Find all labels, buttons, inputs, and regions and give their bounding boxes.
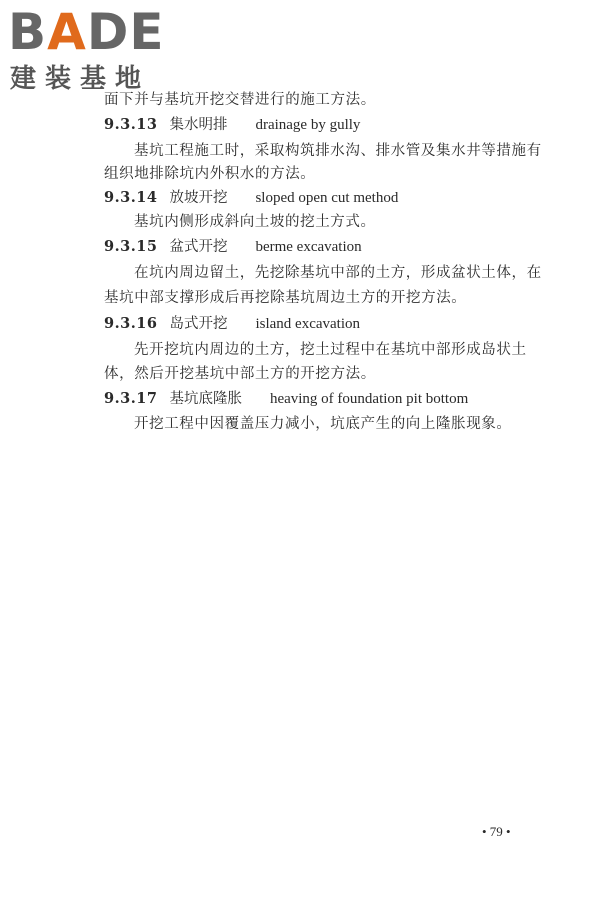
text-line: 先开挖坑内周边的土方，挖土过程中在基坑中部形成岛状土 — [134, 342, 527, 358]
term-english: sloped open cut method — [255, 190, 399, 206]
text-line: 基坑中部支撑形成后再挖除基坑周边土方的开挖方法。 — [104, 290, 467, 306]
text-line: 基坑内侧形成斜向土坡的挖土方式。 — [134, 214, 376, 230]
term-heading — [104, 237, 362, 257]
logo-wordmark: BADE — [8, 3, 165, 61]
term-chinese: 集水明排 — [169, 117, 228, 133]
term-heading — [104, 314, 360, 334]
term-chinese: 盆式开挖 — [169, 239, 228, 255]
text-line: 面下并与基坑开挖交替进行的施工方法。 — [104, 92, 376, 108]
term-english: island excavation — [255, 316, 360, 332]
logo-subtitle: 建装基地 — [10, 64, 151, 94]
term-chinese: 基坑底隆胀 — [169, 391, 242, 407]
bade-logo — [8, 4, 178, 94]
term-chinese: 岛式开挖 — [169, 316, 228, 332]
term-number: 9.3.15 — [104, 238, 158, 255]
text-line: 在坑内周边留土，先挖除基坑中部的土方，形成盆状土体，在 — [134, 265, 542, 281]
term-chinese: 放坡开挖 — [169, 190, 228, 206]
text-line: 体，然后开挖基坑中部土方的开挖方法。 — [104, 366, 376, 382]
term-number: 9.3.13 — [104, 116, 158, 133]
term-heading — [104, 115, 360, 135]
text-line: 基坑工程施工时，采取构筑排水沟、排水管及集水井等措施有 — [134, 143, 542, 159]
term-english: drainage by gully — [255, 117, 361, 133]
term-number: 9.3.14 — [104, 189, 158, 206]
page-number: • 79 • — [482, 824, 511, 839]
term-number: 9.3.17 — [104, 390, 158, 407]
term-number: 9.3.16 — [104, 315, 158, 332]
text-line: 组织地排除坑内外积水的方法。 — [104, 166, 316, 182]
term-english: berme excavation — [255, 239, 362, 255]
term-heading — [104, 389, 468, 409]
term-english: heaving of foundation pit bottom — [269, 391, 469, 407]
text-line: 开挖工程中因覆盖压力减小，坑底产生的向上隆胀现象。 — [134, 416, 512, 432]
term-heading — [104, 188, 398, 208]
